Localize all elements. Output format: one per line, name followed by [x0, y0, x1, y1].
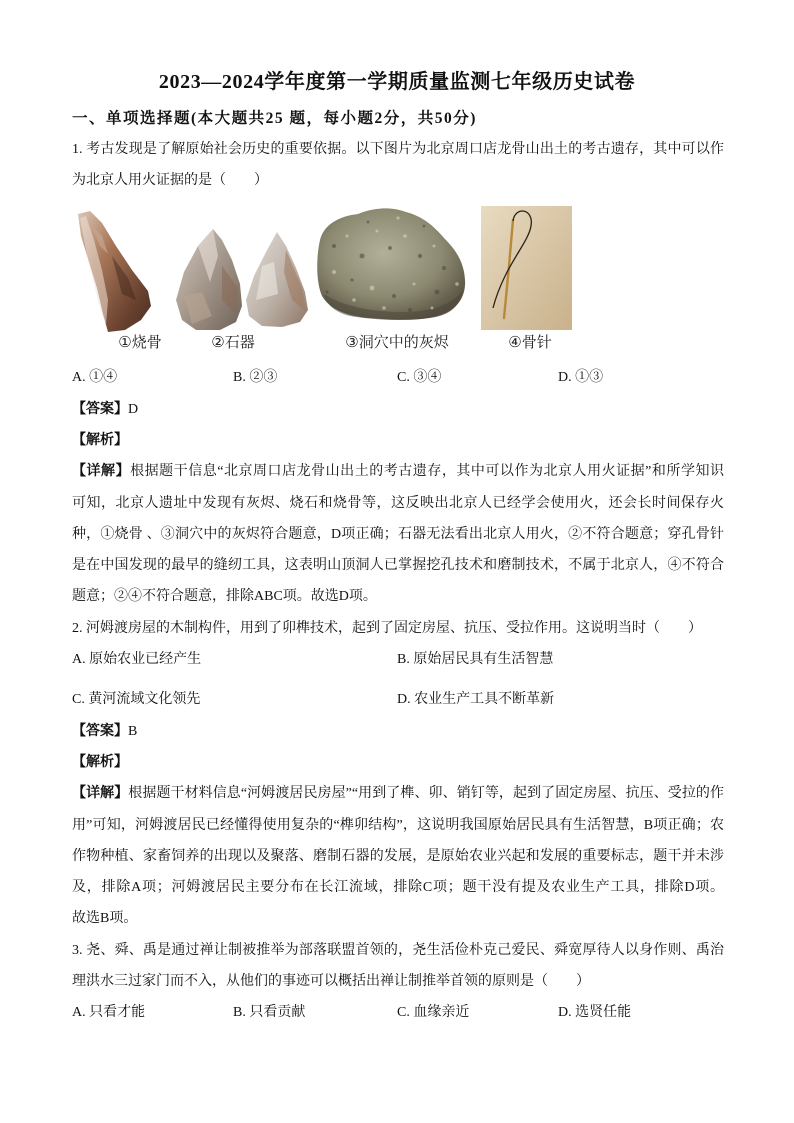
explanation-line — [72, 456, 724, 487]
option-a: A. 原始农业已经产生 — [72, 652, 202, 668]
options-row — [72, 997, 724, 1028]
detail-label: 【详解】 — [72, 464, 131, 480]
explanation-line: 可知，北京人遗址中发现有灰烬、烧石和烧骨等，这反映出北京人已经学会使用火，还会长时间保存火 — [72, 495, 724, 511]
page-title: 2023—2024学年度第一学期质量监测七年级历史试卷 — [158, 71, 636, 93]
explanation-text: 根据题干材料信息“河姆渡居民房屋”“用到了榫、卯、销钉等，起到了固定房屋、抗压、受拉的作 — [128, 786, 725, 802]
bone-needle-image — [481, 206, 572, 330]
question-stem-line: 理洪水三过家门而不入，从他们的事迹可以概括出禅让制推举首领的原则是（ ） — [72, 974, 590, 990]
figure-caption: ②石器 — [211, 333, 255, 352]
figure-caption: ④骨针 — [508, 333, 552, 352]
options-row — [72, 362, 724, 393]
explanation-line: 种，①烧骨 、③洞穴中的灰烬符合题意，D项正确；石器无法看出北京人用火，②不符合题意；穿孔骨针 — [72, 526, 724, 542]
option-c: C. 黄河流域文化领先 — [72, 692, 201, 708]
question-1 — [72, 134, 724, 613]
exam-content — [72, 103, 724, 1029]
option-b: B. ②③ — [233, 370, 278, 386]
explanation-line: 故选B项。 — [72, 911, 138, 927]
question-2 — [72, 613, 724, 935]
option-d: D. 选贤任能 — [558, 1005, 632, 1021]
section-heading: 一、单项选择题(本大题共25 题，每小题2分，共50分) — [72, 109, 477, 127]
answer-label: 【答案】 — [72, 723, 128, 739]
options-row — [72, 684, 724, 715]
explanation-line: 题意；②④不符合题意，排除ABC项。故选D项。 — [72, 589, 377, 605]
answer-line — [72, 394, 724, 425]
option-d: D. 农业生产工具不断革新 — [397, 692, 555, 708]
question-stem-line: 1. 考古发现是了解原始社会历史的重要依据。以下图片为北京周口店龙骨山出土的考古遗存，其中可以作 — [72, 141, 724, 157]
option-a: A. 只看才能 — [72, 1005, 146, 1021]
answer-value: B — [128, 723, 138, 739]
analysis-label: 【解析】 — [72, 432, 128, 448]
option-b: B. 只看贡献 — [233, 1005, 306, 1021]
burnt-bone-image — [78, 211, 151, 332]
figure-images — [72, 196, 572, 362]
option-b: B. 原始居民具有生活智慧 — [397, 652, 554, 668]
explanation-line — [72, 778, 724, 809]
options-row — [72, 644, 724, 675]
option-c: C. ③④ — [397, 370, 442, 386]
explanation-line: 用”可知，河姆渡居民已经懂得使用复杂的“榫卯结构”，这说明我国原始居民具有生活智慧，B项正确；农 — [72, 817, 724, 833]
option-d: D. ①③ — [558, 370, 604, 386]
stone-tools-image — [176, 229, 308, 330]
question-stem-line: 2. 河姆渡房屋的木制构件，用到了卯榫技术，起到了固定房屋、抗压、受拉作用。这说明当时（ ） — [72, 620, 702, 636]
question-stem-line: 3. 尧、舜、禹是通过禅让制被推举为部落联盟首领的，尧生活俭朴克己爱民、舜宽厚待人以身作则、禹治 — [72, 942, 724, 958]
option-c: C. 血缘亲近 — [397, 1005, 470, 1021]
option-a: A. ①④ — [72, 370, 118, 386]
question-3 — [72, 935, 724, 1029]
detail-label: 【详解】 — [72, 786, 129, 802]
answer-value: D — [128, 401, 139, 417]
analysis-label: 【解析】 — [72, 754, 128, 770]
explanation-line: 是在中国发现的最早的缝纫工具，这表明山顶洞人已掌握挖孔技术和磨制技术，不属于北京人，④不符合 — [72, 558, 724, 574]
question-figure — [72, 196, 724, 362]
figure-caption: ①烧骨 — [118, 333, 162, 352]
answer-label: 【答案】 — [72, 401, 128, 417]
question-stem-line: 为北京人用火证据的是（ ） — [72, 173, 268, 189]
explanation-text: 根据题干信息“北京周口店龙骨山出土的考古遗存，其中可以作为北京人用火证据”和所学知识 — [130, 464, 725, 480]
answer-line — [72, 716, 724, 747]
cave-ash-image — [317, 209, 465, 321]
explanation-line: 及，排除A项；河姆渡居民主要分布在长江流域，排除C项；题干没有提及农业生产工具，排除D项。 — [72, 880, 724, 896]
explanation-line: 作物种植、家畜饲养的出现以及聚落、磨制石器的发展，是原始农业兴起和发展的重要标志，题干并未涉 — [72, 848, 724, 864]
figure-caption: ③洞穴中的灰烬 — [345, 333, 449, 352]
